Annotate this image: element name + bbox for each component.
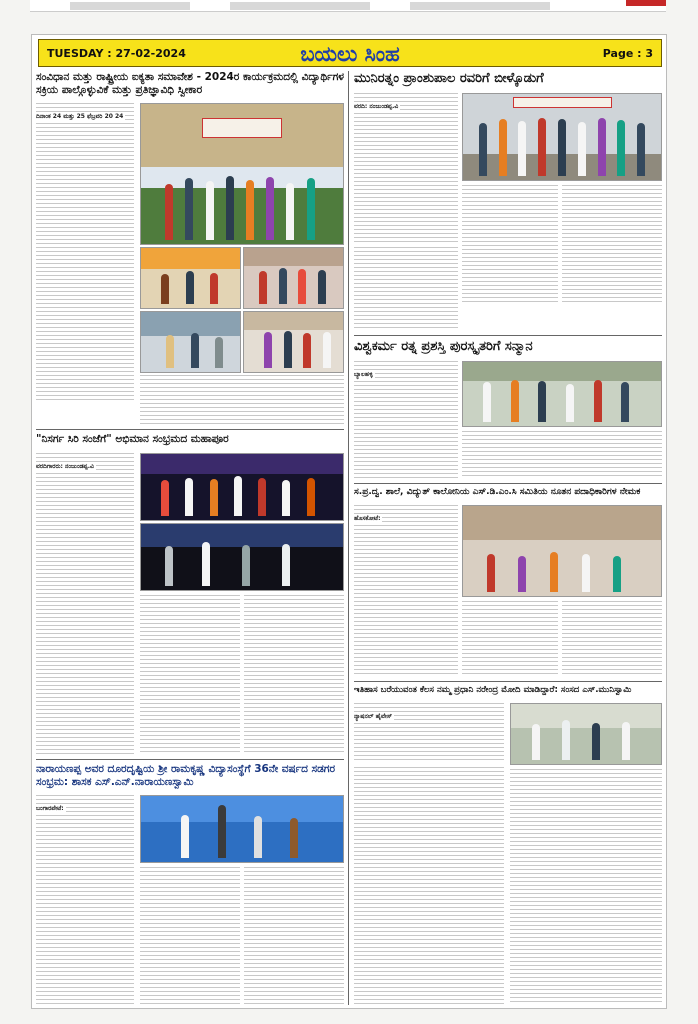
photo-event-4: [243, 311, 344, 373]
issue-date: TUESDAY : 27-02-2024: [47, 47, 186, 60]
strip-red-mark: [626, 0, 666, 6]
column-divider: [348, 71, 349, 1005]
article-lead-muniswamy: ನ್ಯಾಷನಲ್ ಹೈವೇಸ್: [354, 713, 392, 720]
article-body-ramakrishna-col2: [140, 867, 240, 1005]
photo-event-1: [140, 247, 241, 309]
article-body-muniswamy-col1: [354, 703, 504, 763]
photo-mla-speech: [140, 795, 344, 863]
photo-award-ceremony: [140, 523, 344, 591]
article-body-sdmc-col1: [354, 505, 458, 677]
newspaper-title: ಬಯಲು ಸಿಂಹ: [300, 41, 400, 66]
article-headline-sdmc: ಸ.ಪ್ರ.ದ್ವ. ಶಾಲೆ, ವಿದ್ಯುತ್ ಕಾಲೋನಿಯ ಎಸ್.ಡಿ.ಎಂ.ಸಿ ಸಮಿತಿಯ ನೂತನ ಪದಾಧಿಕಾರಿಗಳ ನೇಮಕ: [354, 487, 641, 497]
photo-farewell-group: [462, 93, 662, 181]
article-body-farewell-col3: [562, 185, 662, 305]
article-body-farewell-col2: [462, 185, 558, 305]
article-headline-ramakrishna: ನಾರಾಯಣಪ್ಪ ಅವರ ದೂರದೃಷ್ಟಿಯ ಶ್ರೀ ರಾಮಕೃಷ್ಣ ವಿದ್ಯಾಸಂಸ್ಥೆಗೆ 36ನೇ ವರ್ಷದ ಸಡಗರ ಸಂಭ್ರಮ: ಶಾಸಕ ಎಸ್.ಎನ್.ನಾರಾಯಣಸ್ವಾಮಿ: [36, 763, 336, 788]
article-body-nisarga-col1: [36, 453, 134, 755]
article-lead-vishwakarma: ಬ್ಯಾಲಹಳ್ಳಿ: [354, 371, 373, 378]
photo-students-assembly: [140, 103, 344, 245]
strip-text-block: [410, 2, 550, 10]
article-lead-constitution: ದಿನಾಂಕ 24 ಮತ್ತು 25 ಫೆಬ್ರವರಿ 20 24: [36, 113, 124, 120]
article-lead-sdmc: ಹೊಸಕೋಟೆ:: [354, 515, 381, 522]
article-headline-vishwakarma: ವಿಶ್ವಕರ್ಮ ರತ್ನ ಪ್ರಶಸ್ತಿ ಪುರಸ್ಕೃತರಿಗೆ ಸನ್ಮಾನ: [354, 339, 533, 354]
article-body-constitution-col2: [140, 375, 344, 425]
article-headline-nisarga: "ನಿಸರ್ಗ ಸಿರಿ ಸಂಜೆಗೆ" ಅಭಿಮಾನ ಸಂಭ್ರಮದ ಮಹಾಪೂರ: [36, 433, 229, 445]
article-body-farewell-col1b: [354, 247, 458, 331]
article-lead-farewell: ವರದಿ: ನಂಜುಂಡಪ್ಪ.ವಿ: [354, 103, 399, 110]
article-body-sdmc-col3: [562, 601, 662, 677]
divider: [36, 759, 344, 760]
article-body-muniswamy-col3: [510, 769, 662, 1005]
article-body-ramakrishna-col3: [244, 867, 344, 1005]
photo-felicitation: [462, 361, 662, 427]
photo-cultural-stage: [140, 453, 344, 521]
photo-sdmc-meeting: [462, 505, 662, 597]
article-body-sdmc-col2: [462, 601, 558, 677]
page-number: Page : 3: [602, 47, 653, 60]
photo-event-2: [243, 247, 344, 309]
divider: [354, 483, 662, 484]
photo-event-3: [140, 311, 241, 373]
article-body-muniswamy-col2: [354, 767, 504, 1005]
article-body-constitution-col1: [36, 103, 134, 403]
article-body-vishwakarma-col2: [462, 431, 662, 479]
divider: [354, 335, 662, 336]
photo-mp-inspection: [510, 703, 662, 765]
article-lead-ramakrishna: ಬಂಗಾರಪೇಟೆ:: [36, 805, 64, 812]
article-headline-constitution: ಸಂವಿಧಾನ ಮತ್ತು ರಾಷ್ಟ್ರೀಯ ಐಕ್ಯತಾ ಸಮಾವೇಶ - 2024ರ ಕಾರ್ಯಕ್ರಮದಲ್ಲಿ ವಿದ್ಯಾರ್ಥಿಗಳ ಸಕ್ರಿಯ ಪಾಲ್ಗೊಳ್ಳುವಿಕೆ ಮತ್ತು ಪ್ರತಿಜ್ಞಾವಿಧಿ ಸ್ವೀಕಾರ: [36, 71, 344, 96]
article-body-vishwakarma-col1: [354, 361, 458, 479]
article-headline-muniswamy: ಇತಿಹಾಸ ಬರೆಯುವಂತ ಕೆಲಸ ನಮ್ಮ ಪ್ರಧಾನಿ ನರೇಂದ್ರ ಮೋದಿ ಮಾಡಿದ್ದಾರೆ: ಸಂಸದ ಎಸ್.ಮುನಿಸ್ವಾಮಿ: [354, 685, 632, 695]
article-body-nisarga-col2: [140, 595, 240, 755]
previous-page-strip: [30, 0, 666, 12]
strip-text-block: [70, 2, 190, 10]
article-lead-nisarga: ವರದಿಗಾರರು: ನಂಜುಂಡಪ್ಪ.ವಿ: [36, 463, 94, 470]
newspaper-page: [31, 34, 667, 1009]
article-body-farewell-col1: [354, 93, 458, 243]
strip-text-block: [230, 2, 370, 10]
article-body-nisarga-col3: [244, 595, 344, 755]
article-headline-farewell: ಮುನಿರತ್ನಂ ಪ್ರಾಂಶುಪಾಲ ರವರಿಗೆ ಬೀಳ್ಕೊಡುಗೆ: [354, 71, 544, 86]
masthead: [38, 39, 662, 67]
article-body-ramakrishna-col1: [36, 795, 134, 1005]
divider: [36, 429, 344, 430]
divider: [354, 681, 662, 682]
